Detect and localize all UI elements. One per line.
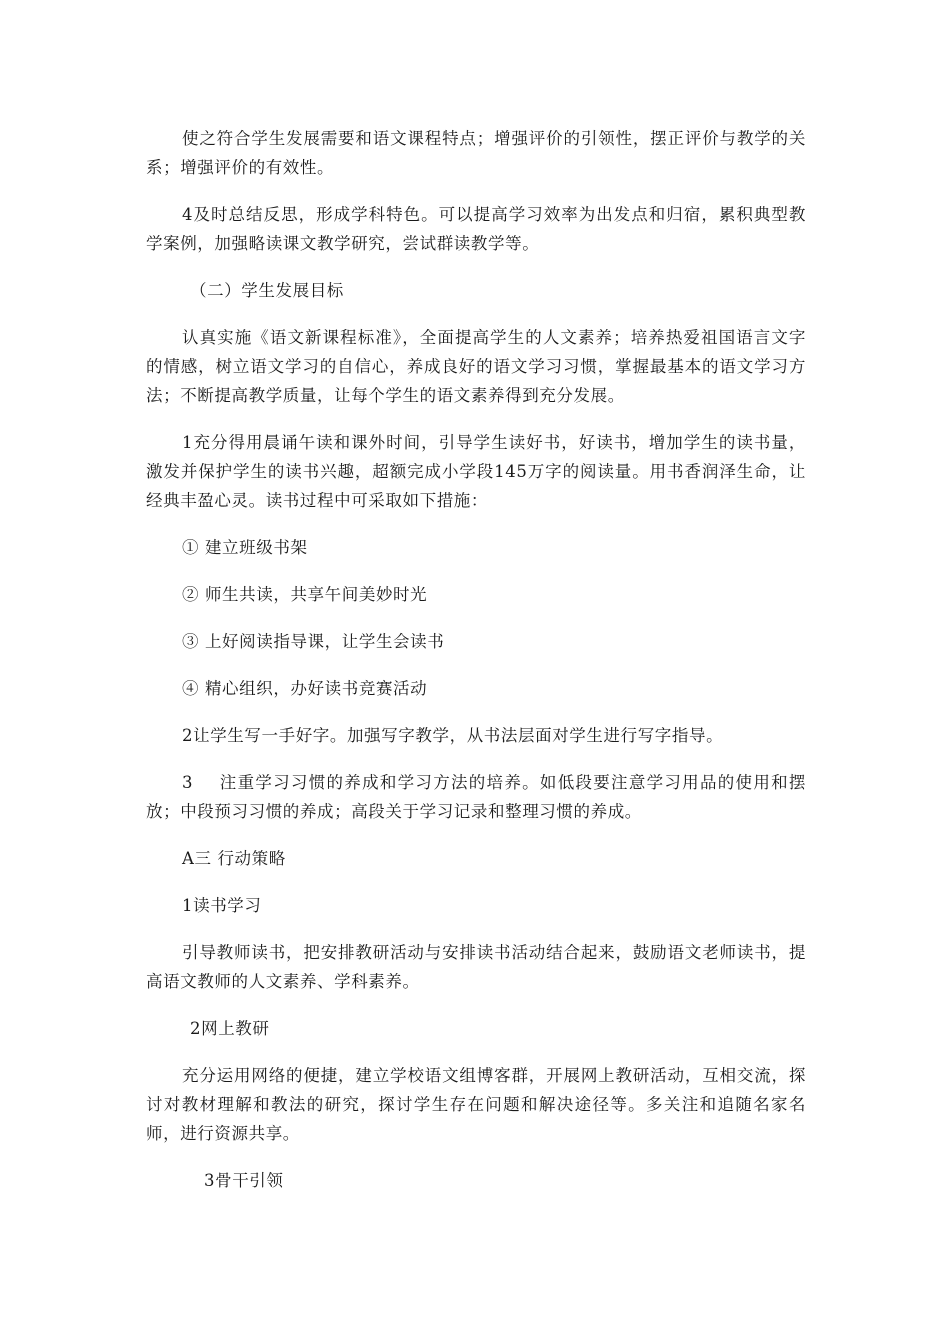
heading-action-strategy: A三 行动策略 bbox=[182, 849, 286, 868]
document-body bbox=[146, 124, 806, 1213]
paragraph-reflection: 4及时总结反思，形成学科特色。可以提高学习效率为出发点和归宿，累积典型教学案例，加强略读课文教学研究，尝试群读教学等。 bbox=[146, 205, 806, 253]
paragraph-handwriting: 2让学生写一手好字。加强写字教学，从书法层面对学生进行写字指导。 bbox=[182, 726, 724, 745]
paragraph-teacher-reading: 引导教师读书，把安排教研活动与安排读书活动结合起来，鼓励语文老师读书，提高语文教师的人文素养、学科素养。 bbox=[146, 943, 806, 991]
heading-student-goals: （二）学生发展目标 bbox=[190, 281, 344, 300]
heading-online-research: 2网上教研 bbox=[190, 1019, 270, 1038]
heading-reading-study: 1读书学习 bbox=[182, 896, 262, 915]
paragraph-study-habits-text: 注重学习习惯的养成和学习方法的培养。如低段要注意学习用品的使用和摆放；中段预习习惯的养成；高段关于学习记录和整理习惯的养成。 bbox=[146, 773, 806, 821]
paragraph-reading-time: 1充分得用晨诵午读和课外时间，引导学生读好书，好读书，增加学生的读书量，激发并保护学生的读书兴趣，超额完成小学段145万字的阅读量。用书香润泽生命，让经典丰盈心灵。读书过程中可采取如下措施： bbox=[146, 433, 806, 510]
paragraph-number: 3 bbox=[182, 773, 194, 792]
list-item-bookshelf: ① 建立班级书架 bbox=[182, 538, 308, 557]
paragraph-evaluation: 使之符合学生发展需要和语文课程特点；增强评价的引领性，摆正评价与教学的关系；增强评价的有效性。 bbox=[146, 129, 806, 177]
paragraph-curriculum-standard: 认真实施《语文新课程标准》，全面提高学生的人文素养；培养热爱祖国语言文字的情感，树立语文学习的自信心，养成良好的语文学习习惯，掌握最基本的语文学习方法；不断提高教学质量，让每个学生的语文素养得到充分发展。 bbox=[146, 328, 806, 405]
heading-backbone-lead: 3骨干引领 bbox=[204, 1171, 284, 1190]
list-item-reading-contest: ④ 精心组织，办好读书竞赛活动 bbox=[182, 679, 428, 698]
paragraph-study-habits bbox=[146, 768, 806, 826]
paragraph-online-research: 充分运用网络的便捷，建立学校语文组博客群，开展网上教研活动，互相交流，探讨对教材理解和教法的研究，探讨学生存在问题和解决途径等。多关注和追随名家名师，进行资源共享。 bbox=[146, 1066, 806, 1143]
list-item-shared-reading: ② 师生共读，共享午间美妙时光 bbox=[182, 585, 428, 604]
list-item-reading-guidance: ③ 上好阅读指导课，让学生会读书 bbox=[182, 632, 445, 651]
